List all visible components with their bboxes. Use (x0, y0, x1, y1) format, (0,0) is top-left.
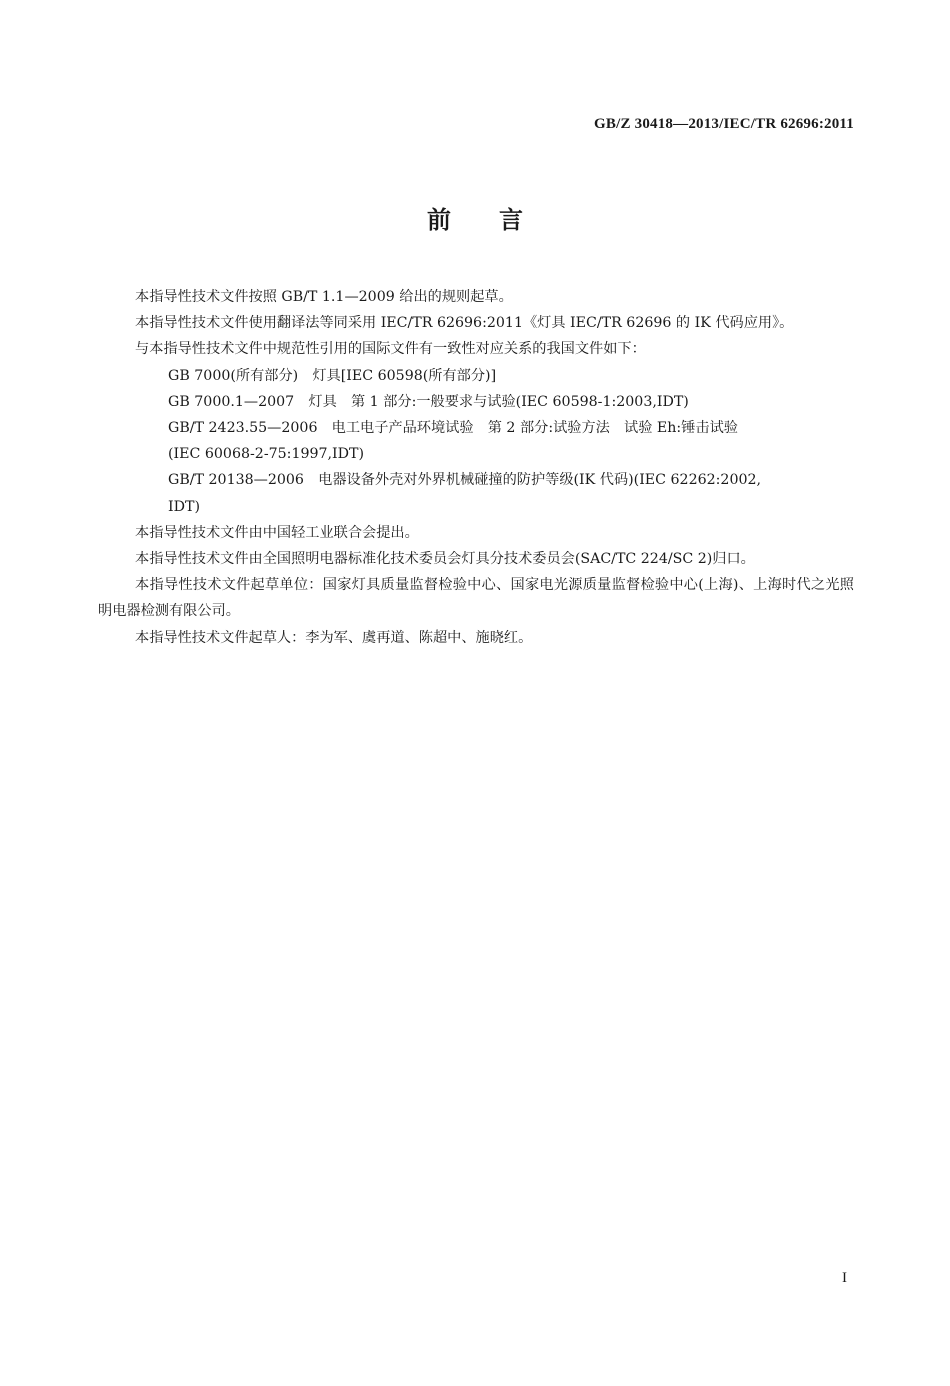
reference-item: GB 7000(所有部分) 灯具[IEC 60598(所有部分)] (168, 367, 497, 384)
reference-item: GB 7000.1—2007 灯具 第 1 部分:一般要求与试验(IEC 60598-1:2003,IDT) (168, 393, 689, 410)
title-char-1: 前 (427, 206, 451, 234)
page-number: I (842, 1270, 847, 1286)
document-code: GB/Z 30418—2013/IEC/TR 62696:2011 (594, 116, 854, 132)
preface-body (98, 284, 854, 651)
reference-item: GB/T 20138—2006 电器设备外壳对外界机械碰撞的防护等级(IK 代码)(IEC 62262:2002, (168, 472, 762, 489)
title-char-2: 言 (499, 206, 523, 234)
reference-item-continuation: (IEC 60068-2-75:1997,IDT) (168, 446, 365, 463)
paragraph-drafting-units: 本指导性技术文件起草单位：国家灯具质量监督检验中心、国家电光源质量监督检验中心(上海)、上海时代之光照明电器检测有限公司。 (98, 577, 854, 620)
reference-item-continuation: IDT) (168, 498, 200, 515)
paragraph-jurisdiction: 本指导性技术文件由全国照明电器标准化技术委员会灯具分技术委员会(SAC/TC 224/SC 2)归口。 (135, 551, 755, 568)
paragraph-drafting-rules: 本指导性技术文件按照 GB/T 1.1—2009 给出的规则起草。 (135, 289, 513, 305)
paragraph-proposer: 本指导性技术文件由中国轻工业联合会提出。 (135, 524, 419, 541)
paragraph-adoption: 本指导性技术文件使用翻译法等同采用 IEC/TR 62696:2011《灯具 IEC/TR 62696 的 IK 代码应用》。 (135, 315, 794, 332)
paragraph-references-intro: 与本指导性技术文件中规范性引用的国际文件有一致性对应关系的我国文件如下： (135, 341, 646, 358)
paragraph-drafters: 本指导性技术文件起草人：李为军、虞再道、陈超中、施晓红。 (135, 629, 533, 646)
reference-item: GB/T 2423.55—2006 电工电子产品环境试验 第 2 部分:试验方法 试验 Eh:锤击试验 (168, 420, 738, 437)
page-title (0, 200, 950, 235)
